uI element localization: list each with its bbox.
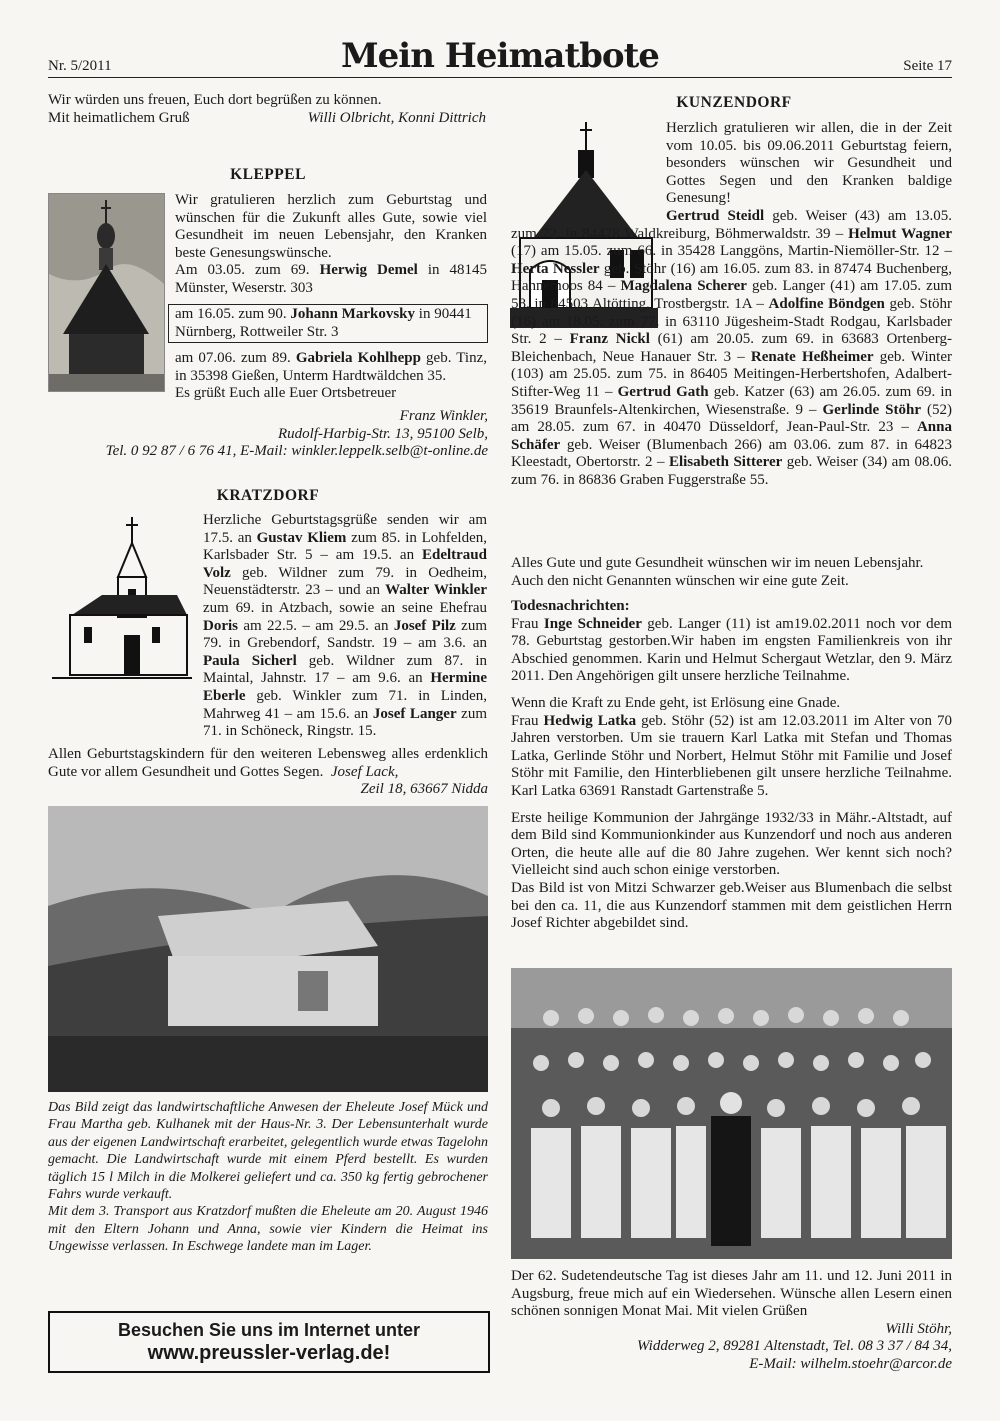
- kunzendorf-intro: Herzlich gratulieren wir allen, die in der Zeit vom 10.05. bis 09.06.2011 Geburtstag feiern, besonders wünschen wir Gesundheit und Gottes Segen und den Kranken baldige Genesung!: [666, 120, 952, 207]
- closing-sig-3: E-Mail: wilhelm.stoehr@arcor.de: [749, 1355, 952, 1372]
- group-photo-icon: [511, 968, 952, 1259]
- header-rule: [48, 77, 952, 78]
- closing-sig-1: Willi Stöhr,: [885, 1320, 952, 1337]
- communion-group-photo: [511, 968, 952, 1259]
- farm-photo: [48, 806, 488, 1092]
- death-notices: [511, 598, 952, 933]
- kleppel-more: [175, 350, 487, 403]
- church-icon: [52, 515, 192, 693]
- intro-greeting: Mit heimatlichem Gruß: [48, 109, 190, 126]
- communion-text-2: Das Bild ist von Mitzi Schwarzer geb.Weiser aus Blumenbach die selbst bei den ca. 11, die aus Kunzendorf stammen mit dem geistlichen Herrn Josef Richter abgebildet sind.: [511, 879, 952, 932]
- kleppel-intro: Wir gratulieren herzlich zum Geburtstag und wünschen für die Zukunft alles Gute, sowie viel Gesundheit im neuen Lebensjahr, den Kranken beste Genesungswünsche.: [175, 192, 487, 261]
- magazine-title: Mein Heimatbote: [341, 36, 659, 76]
- wooden-chapel-icon: [49, 194, 164, 391]
- farmhouse-photo-icon: [48, 806, 488, 1092]
- section-title-kleppel: KLEPPEL: [230, 166, 306, 183]
- kratzdorf-signature: Zeil 18, 63667 Nidda: [360, 781, 488, 798]
- issue-number: Nr. 5/2011: [48, 58, 112, 74]
- website-ad-box: [48, 1311, 490, 1373]
- intro-line: Wir würden uns freuen, Euch dort begrüßen zu können.: [48, 92, 382, 108]
- intro-block: [48, 92, 488, 127]
- kleppel-closing: Es grüßt Euch alle Euer Ortsbetreuer: [175, 385, 397, 402]
- farm-photo-caption: Das Bild zeigt das landwirtschaftliche Anwesen der Eheleute Josef Mück und Frau Martha geb. Kulhanek mit der Haus-Nr. 3. Der Lebensunterhalt wurde aus der eigenen Landwirtschaft erarbeitet, gelegentlich wurde etwas Tagelohn gemacht. Die Landwirtschaft wurde mit einem Pferd bestellt. Es wurden täglich 15 l Milch in die Molkerei geliefert und ca. 350 kg fertig gebrochener Fahrs wurde verkauft. Mit dem 3. Transport aus Kratzdorf mußten die Eheleute am 20. August 1946 mit den Eltern Johann und Anna, sowie vier Kindern die Heimat ins Ungewisse verlassen. In Eschwege landete man im Lager.: [48, 1100, 488, 1255]
- kunzendorf-wishes: Alles Gute und gute Gesundheit wünschen wir im neuen Lebensjahr. Auch den nicht Genannten wünschen wir eine gute Zeit.: [511, 555, 924, 589]
- kleppel-chapel-image: [48, 193, 165, 392]
- kratzdorf-closing: Allen Geburtstagskindern für den weiteren Lebensweg alles erdenklich Gute vor allem Gesundheit und Gottes Segen. Josef Lack,: [48, 746, 488, 780]
- kleppel-entry-1: Am 03.05. zum 69. Herwig Demel in 48145 Münster, Weserstr. 303: [175, 262, 488, 296]
- kleppel-highlight-box: am 16.05. zum 90. Johann Markovsky in 90441 Nürnberg, Rottweiler Str. 3: [168, 304, 488, 343]
- death-notice-1: Frau Inge Schneider geb. Langer (11) ist am19.02.2011 noch vor dem 78. Geburtstag gestorben.Wir haben im engsten Familienkreis von ihr Abschied genommen. Karin und Helmut Schergaut Wetzlar, den 9. März 2011. Den Angehörigen gilt unsere herzliche Teilnahme.: [511, 615, 952, 685]
- section-title-kratzdorf: KRATZDORF: [216, 487, 320, 504]
- kratzdorf-closing-block: [48, 746, 488, 799]
- kleppel-signature: Franz Winkler, Rudolf-Harbig-Str. 13, 95100 Selb, Tel. 0 92 87 / 6 76 41, E-Mail: winkler.leppelk.selb@t-online.de: [105, 408, 488, 460]
- closing-block: [511, 1268, 952, 1374]
- deaths-title: Todesnachrichten:: [511, 598, 630, 614]
- section-title-kunzendorf: KUNZENDORF: [676, 94, 792, 111]
- ad-line-1: Besuchen Sie uns im Internet unter: [117, 1320, 421, 1340]
- ad-url-link[interactable]: www.preussler-verlag.de!: [147, 1342, 391, 1364]
- kleppel-text: [175, 192, 487, 298]
- death-motto: Wenn die Kraft zu Ende geht, ist Erlösung eine Gnade.: [511, 694, 841, 711]
- kleppel-entry-3: am 07.06. zum 89. Gabriela Kohlhepp geb. Tinz, in 35398 Gießen, Unterm Hardtwäldchen 35.: [175, 350, 487, 384]
- page-number: Seite 17: [903, 58, 952, 74]
- intro-signers: Willi Olbricht, Konni Dittrich: [307, 109, 486, 126]
- kunzendorf-list: Gertrud Steidl geb. Weiser (43) am 13.05. zum 72. in 84478 Waldkreiburg, Böhmerwaldstr. 39 – Helmut Wagner (17) am 15.05. zum 66. in 35428 Langgöns, Martin-Niemöller-Str. 12 – Herta Nessler geb. Stöhr (16) am 16.05. zum 83. in 87474 Buchenberg, Hahnemoos 84 – Magdalena Scherer geb. Langer (41) am 17.05. zum 58. in 84503 Altötting, Trostbergstr. 1A – Adolfine Böndgen geb. Stöhr (16) am 18.05. zum 77. in 63110 Jügesheim-Stadt Rodgau, Karlsbader Str. 2 – Franz Nickl (61) am 20.05. zum 69. in 63683 Ortenberg-Bleichenbach, Neue Hanauer Str. 3 – Renate Heßheimer geb. Winter (103) am 25.05. zum 75. in 86405 Meitingen-Herbertshofen, Adalbert-Stifter-Weg 11 – Gertrud Gath geb. Katzer (63) am 26.05. zum 69. in 35619 Braunfels-Altenkirchen, Wiesenstraße. 9 – Gerlinde Stöhr (52) am 28.05. zum 67. in 40470 Düsseldorf, Jean-Paul-Str. 23 – Anna Schäfer geb. Weiser (Blumenbach 266) am 03.06. zum 87. in 64823 Kleestadt, Obertorstr. 2 – Elisabeth Sitterer geb. Weiser (34) am 08.06. zum 76. in 86836 Graben Fuggerstraße 55.: [511, 208, 953, 488]
- closing-text: Der 62. Sudetendeutsche Tag ist dieses Jahr am 11. und 12. Juni 2011 in Augsburg, freue mich auf ein Wiedersehen. Wünsche allen Lesern einen schönen sonnigen Monat Mai. Mit vielen Grüßen: [511, 1268, 952, 1320]
- closing-sig-2: Widderweg 2, 89281 Altenstadt, Tel. 08 3 37 / 84 34,: [636, 1338, 952, 1355]
- kratzdorf-text: Herzliche Geburtstagsgrüße senden wir am 17.5. an Gustav Kliem zum 85. in Lohfelden, Karlsbader Str. 5 – am 19.5. an Edeltraud Volz geb. Wildner zum 79. in Oedheim, Neuenstädterstr. 23 – und an Walter Winkler zum 69. in Atzbach, sowie an seine Ehefrau Doris am 22.5. – am 29.5. an Josef Pilz zum 79. in Grebendorf, Sandstr. 19 – am 3.6. an Paula Sicherl geb. Wildner zum 87. in Maintal, Jahnstr. 17 – am 9.6. an Hermine Eberle geb. Winkler zum 71. in Linden, Mahrweg 41 – am 15.6. an Josef Langer zum 71. in Schöneck, Ringstr. 15.: [203, 512, 488, 740]
- intro-greeting-row: [48, 110, 488, 128]
- death-notice-2: Frau Hedwig Latka geb. Stöhr (52) ist am 12.03.2011 im Alter von 70 Jahren verstorben. Um sie trauern Karl Latka mit Stefan und Thomas Latka, Gerlinde Stöhr und Norbert, Helmut Stöhr mit Familie und Josef Stöhr mit Familie, den Hinterbliebenen gilt unsere herzliche Teilnahme. Karl Latka 63691 Ranstadt Gartenstraße 5.: [511, 712, 953, 799]
- communion-text-1: Erste heilige Kommunion der Jahrgänge 1932/33 in Mähr.-Altstadt, auf dem Bild sind Kommunionkinder aus Kunzendorf und noch aus anderen Orten, die heute alle auf die 80 Jahre zugehen. Wer kennt sich noch? Vielleicht sind auch schon einige verstorben.: [511, 809, 952, 879]
- kratzdorf-church-image: [52, 515, 192, 693]
